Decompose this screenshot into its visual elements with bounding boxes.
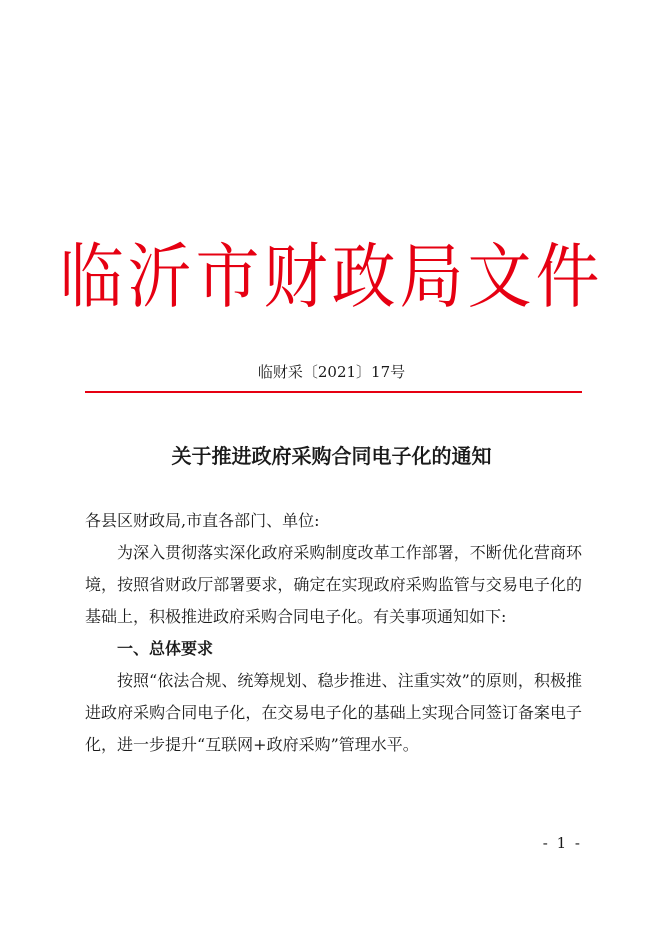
intro-paragraph: 为深入贯彻落实深化政府采购制度改革工作部署，不断优化营商环境，按照省财政厅部署要求，确定在实现政府采购监管与交易电子化的基础上，积极推进政府采购合同电子化。有关事项通知如下: [85,543,582,626]
section-heading: 一、总体要求 [117,639,214,658]
section-paragraph: 按照“依法合规、统筹规划、稳步推进、注重实效”的原则，积极推进政府采购合同电子化，在交易电子化的基础上实现合同签订备案电子化，进一步提升“互联网+政府采购”管理水平。 [85,671,582,754]
document-number: 临财采〔2021〕17号 [257,363,406,381]
document-body [85,505,582,761]
document-masthead: 临沂市财政局文件 [59,237,604,319]
red-divider-line [85,391,582,393]
salutation: 各县区财政局,市直各部门、单位: [85,511,320,530]
document-title: 关于推进政府采购合同电子化的通知 [171,444,492,468]
page-number: - 1 - [542,834,582,852]
